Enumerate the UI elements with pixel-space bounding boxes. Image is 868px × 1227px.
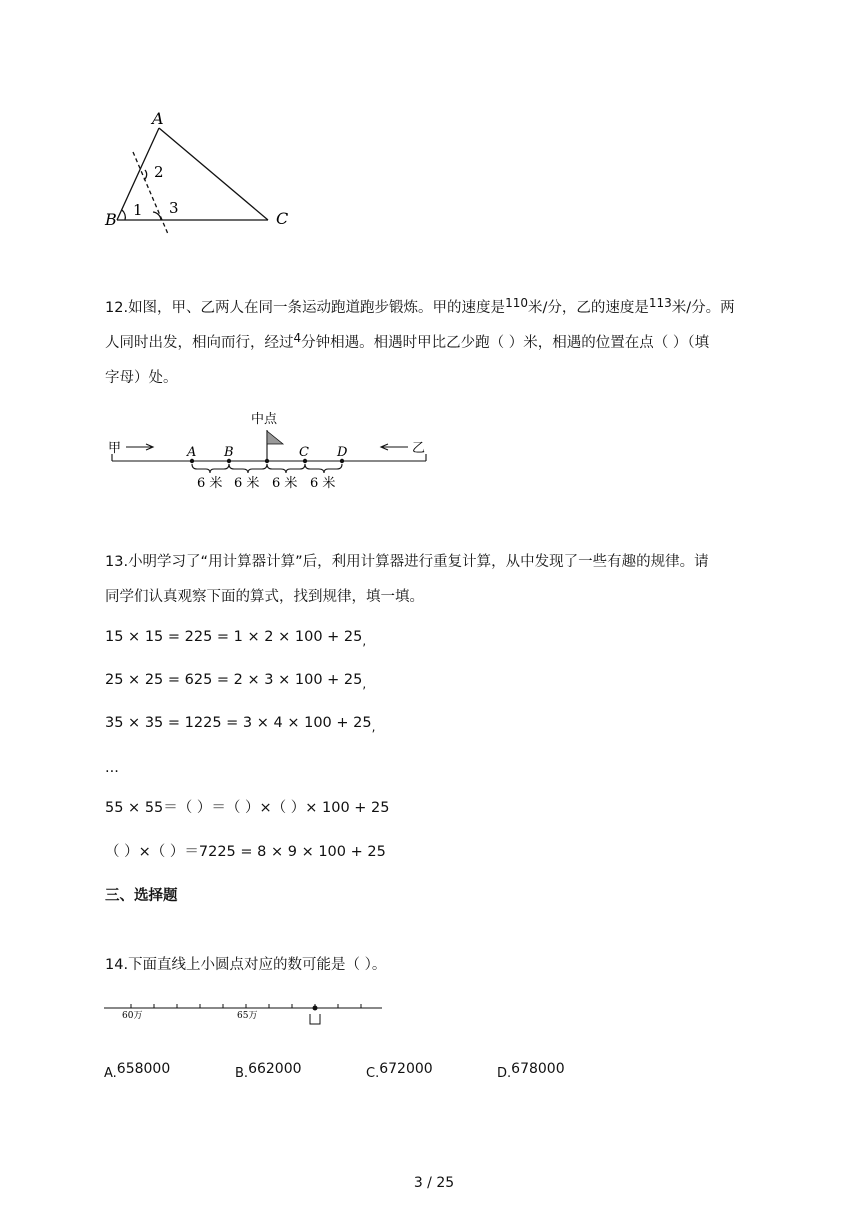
dot-marker [313,1006,318,1011]
point-b-label: B [224,445,234,460]
point-a-label: A [187,445,197,460]
point-midpoint [265,459,269,463]
brace-3 [267,464,305,473]
brace-1 [192,464,229,473]
track-figure [100,402,440,497]
midpoint-label: 中点 [251,412,278,427]
segment-label-1: 6 米 [197,476,223,491]
q13-number: 13. [105,554,129,570]
fill-equation-2: （ ）×（ ）＝7225 = 8 × 9 × 100 + 25 [105,844,386,860]
q12-line2: 人同时出发，相向而行，经过$^4$分钟相遇。相遇时甲比乙少跑（ ）米，相遇的位置在点（ ）（填 [105,331,710,351]
section-title: 三、选择题 [105,888,178,904]
segment-label-2: 6 米 [234,476,260,491]
tick-label-60wan: 60万 [122,1011,143,1021]
brace-2 [229,464,267,473]
option-a[interactable]: $_{A.}$658000 [104,1061,171,1081]
option-b[interactable]: $_{B.}$662000 [235,1061,302,1081]
q13-line1: 13.小明学习了“用计算器计算”后，利用计算器进行重复计算，从中发现了一些有趣的规律。请 [105,554,709,570]
q14-number: 14. [105,957,129,973]
speed-yi: 113 [648,296,672,310]
midpoint-flag [267,431,283,444]
fill-equation-1: 55 × 55＝（ ）＝（ ）×（ ）× 100 + 25 [105,800,390,816]
yi-label: 乙 [412,441,426,456]
angle-2-label: 2 [154,163,164,181]
page-number: 3 / 25 [413,1175,455,1191]
option-d[interactable]: $_{D.}$678000 [497,1061,565,1081]
q12-number: 12. [105,300,129,316]
angle-1-label: 1 [133,201,143,219]
equation-1: $15 \times 15 = 225 = 1 \times 2 \times 100 + 25_,$ [105,629,367,648]
vertex-c-label: C [276,209,289,228]
q12-line3: 字母）处。 [105,370,178,386]
point-c-label: C [299,445,309,460]
segment-label-3: 6 米 [272,476,298,491]
q12-line1: 12.如图，甲、乙两人在同一条运动跑道跑步锻炼。甲的速度是$^{110}$米/分，乙的速度是$^{113}$米/分。两 [105,296,735,316]
answer-box [310,1014,320,1024]
point-d-label: D [337,445,348,460]
equation-3: $35 \times 35 = 1225 = 3 \times 4 \times 100 + 25_,$ [105,715,376,734]
equation-2: $25 \times 25 = 625 = 2 \times 3 \times 100 + 25_,$ [105,672,367,691]
angle-1-arc [122,210,125,220]
vertex-b-label: B [105,210,117,229]
brace-4 [305,464,342,473]
ellipsis: ... [105,760,119,776]
speed-jia: 110 [505,296,528,310]
segment-label-4: 6 米 [310,476,336,491]
q14-line1: 14.下面直线上小圆点对应的数可能是（ ）。 [105,957,387,973]
tick-label-65wan: 65万 [237,1011,258,1021]
q13-line2: 同学们认真观察下面的算式，找到规律，填一填。 [105,589,424,605]
option-c[interactable]: $_{C.}$672000 [366,1061,433,1081]
vertex-a-label: A [152,109,164,128]
jia-label: 甲 [108,441,122,456]
angle-3-label: 3 [169,199,179,217]
number-line-figure [100,998,390,1030]
triangle-figure [95,100,315,240]
minutes-value: 4 [293,331,302,345]
